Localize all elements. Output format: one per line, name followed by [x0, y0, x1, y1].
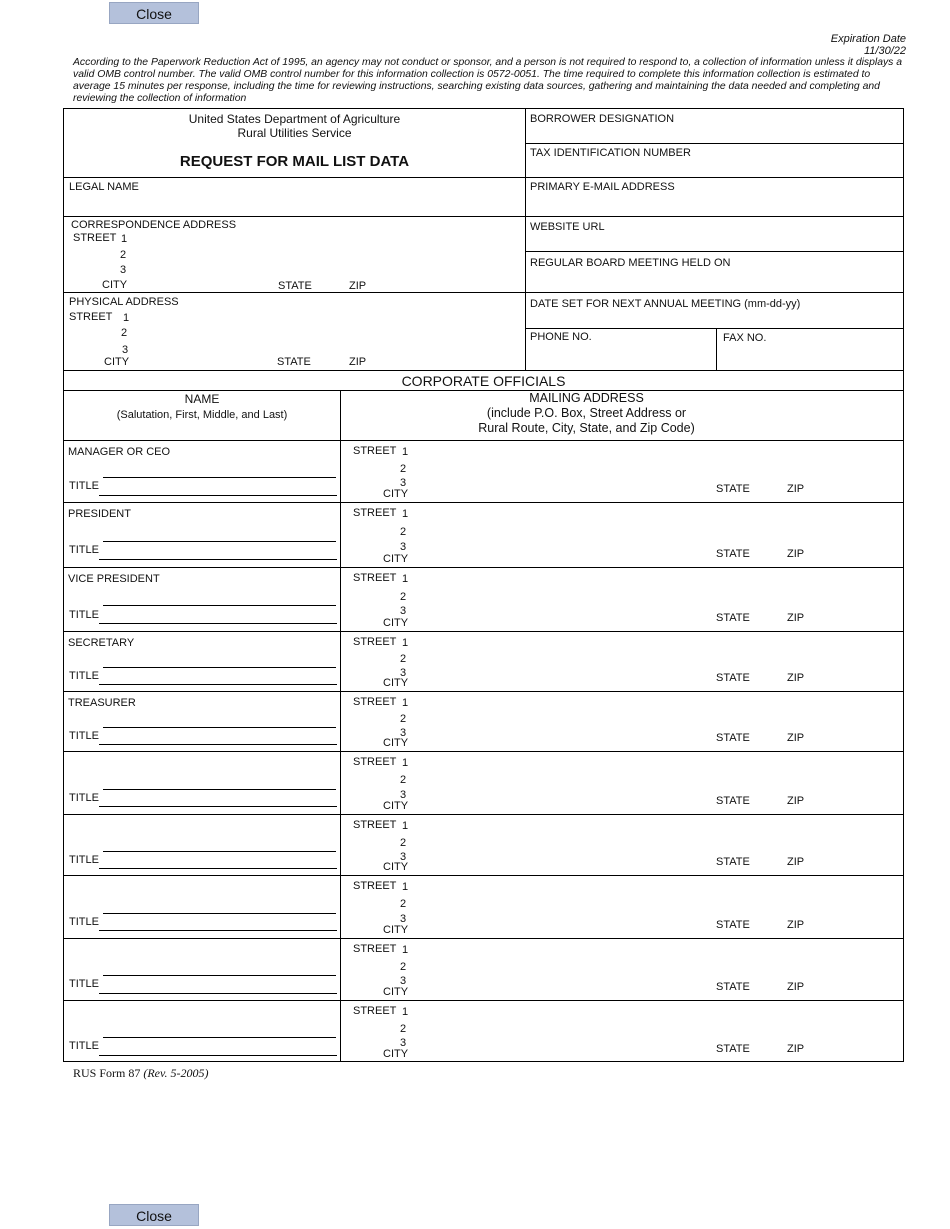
title-label: TITLE: [69, 670, 99, 682]
state-field[interactable]: STATE: [716, 732, 750, 744]
mailing-column-subheader-1: (include P.O. Box, Street Address or: [486, 406, 687, 420]
street-line-3[interactable]: 3: [400, 605, 407, 617]
official-role-label: PRESIDENT: [68, 508, 131, 520]
annual-meeting-field[interactable]: DATE SET FOR NEXT ANNUAL MEETING (mm-dd-yy): [530, 298, 801, 310]
city-field[interactable]: CITY: [383, 737, 409, 749]
title-label: TITLE: [69, 916, 99, 928]
divider: [64, 177, 903, 178]
official-name-line[interactable]: [103, 913, 336, 914]
form-revision: (Rev. 5-2005): [143, 1066, 209, 1080]
divider: [525, 328, 903, 329]
divider: [525, 143, 903, 144]
street-label: STREET: [353, 819, 397, 831]
row-divider: [64, 502, 903, 503]
official-role-label: VICE PRESIDENT: [68, 573, 160, 585]
correspondence-address-label: CORRESPONDENCE ADDRESS: [71, 219, 237, 231]
divider: [525, 251, 903, 252]
street-line-3[interactable]: 3: [400, 1037, 407, 1049]
street-line-1[interactable]: 1: [402, 1006, 409, 1018]
street-line-2[interactable]: 2: [400, 591, 407, 603]
official-title-line[interactable]: [99, 1055, 337, 1056]
city-field[interactable]: CITY: [383, 488, 409, 500]
official-role-label: MANAGER OR CEO: [68, 446, 171, 458]
street-label: STREET: [353, 636, 397, 648]
street-line-3[interactable]: 3: [400, 975, 407, 987]
website-url-field[interactable]: WEBSITE URL: [530, 221, 605, 233]
state-field[interactable]: STATE: [716, 919, 750, 931]
city-field[interactable]: CITY: [383, 1048, 409, 1060]
street-label: STREET: [353, 880, 397, 892]
official-name-line[interactable]: [103, 727, 336, 728]
agency-name: United States Department of Agriculture: [188, 112, 401, 126]
zip-field[interactable]: ZIP: [787, 483, 805, 495]
row-divider: [64, 938, 903, 939]
official-title-line[interactable]: [99, 806, 337, 807]
street-line-1[interactable]: 1: [402, 508, 409, 520]
state-field[interactable]: STATE: [716, 483, 750, 495]
street-label: STREET: [353, 507, 397, 519]
street-line-3[interactable]: 3: [400, 789, 407, 801]
street-line-3[interactable]: 3: [400, 727, 407, 739]
divider: [525, 109, 526, 370]
zip-field[interactable]: ZIP: [787, 919, 805, 931]
official-name-line[interactable]: [103, 477, 336, 478]
street-label: STREET: [353, 445, 397, 457]
divider: [64, 370, 903, 371]
street-line-1[interactable]: 1: [402, 944, 409, 956]
zip-field[interactable]: ZIP: [349, 280, 367, 292]
street-line-3[interactable]: 3: [400, 913, 407, 925]
divider: [64, 216, 903, 217]
divider: [340, 390, 341, 1062]
official-name-line[interactable]: [103, 541, 336, 542]
street-line-2[interactable]: 2: [120, 249, 127, 261]
official-name-line[interactable]: [103, 605, 336, 606]
official-title-line[interactable]: [99, 495, 337, 496]
title-label: TITLE: [69, 544, 99, 556]
zip-field[interactable]: ZIP: [787, 672, 805, 684]
divider: [64, 390, 903, 391]
row-divider: [64, 814, 903, 815]
street-line-2[interactable]: 2: [400, 713, 407, 725]
street-line-3[interactable]: 3: [400, 541, 407, 553]
official-name-line[interactable]: [103, 789, 336, 790]
corporate-officials-heading: CORPORATE OFFICIALS: [401, 373, 566, 389]
row-divider: [64, 875, 903, 876]
form-footer: [73, 1066, 208, 1081]
zip-field[interactable]: ZIP: [787, 1043, 805, 1055]
street-line-2[interactable]: 2: [121, 327, 128, 339]
street-label: STREET: [69, 311, 113, 323]
title-label: TITLE: [69, 609, 99, 621]
row-divider: [64, 567, 903, 568]
official-title-line[interactable]: [99, 930, 337, 931]
city-field[interactable]: CITY: [104, 356, 130, 368]
state-field[interactable]: STATE: [716, 672, 750, 684]
agency-service: Rural Utilities Service: [237, 126, 352, 140]
zip-field[interactable]: ZIP: [787, 548, 805, 560]
state-field[interactable]: STATE: [716, 856, 750, 868]
official-title-line[interactable]: [99, 868, 337, 869]
mailing-column-subheader-2: Rural Route, City, State, and Zip Code): [478, 421, 695, 435]
city-field[interactable]: CITY: [383, 986, 409, 998]
mail-list-form: [63, 108, 904, 1062]
form-title: REQUEST FOR MAIL LIST DATA: [179, 153, 410, 170]
zip-field[interactable]: ZIP: [787, 612, 805, 624]
divider: [64, 292, 903, 293]
zip-field[interactable]: ZIP: [787, 795, 805, 807]
official-title-line[interactable]: [99, 623, 337, 624]
street-label: STREET: [353, 756, 397, 768]
fax-field[interactable]: FAX NO.: [723, 332, 767, 344]
street-line-2[interactable]: 2: [400, 463, 407, 475]
row-divider: [64, 631, 903, 632]
street-line-1[interactable]: 1: [402, 881, 409, 893]
expiration-block: [831, 33, 906, 57]
zip-field[interactable]: ZIP: [787, 732, 805, 744]
divider: [716, 328, 717, 370]
street-label: STREET: [353, 696, 397, 708]
city-field[interactable]: CITY: [102, 279, 128, 291]
street-line-3[interactable]: 3: [400, 477, 407, 489]
city-field[interactable]: CITY: [383, 677, 409, 689]
street-line-2[interactable]: 2: [400, 526, 407, 538]
expiration-label: Expiration Date: [830, 33, 906, 45]
official-title-line[interactable]: [99, 993, 337, 994]
tax-id-field[interactable]: TAX IDENTIFICATION NUMBER: [530, 147, 691, 159]
official-role-label: SECRETARY: [68, 637, 135, 649]
zip-field[interactable]: ZIP: [787, 856, 805, 868]
row-divider: [64, 751, 903, 752]
row-divider: [64, 1000, 903, 1001]
official-name-line[interactable]: [103, 1037, 336, 1038]
primary-email-field[interactable]: PRIMARY E-MAIL ADDRESS: [530, 181, 675, 193]
city-field[interactable]: CITY: [383, 617, 409, 629]
street-line-1[interactable]: 1: [121, 233, 128, 245]
street-label: STREET: [353, 1005, 397, 1017]
street-line-1[interactable]: 1: [402, 697, 409, 709]
official-name-line[interactable]: [103, 667, 336, 668]
official-title-line[interactable]: [99, 684, 337, 685]
title-label: TITLE: [69, 978, 99, 990]
state-field[interactable]: STATE: [277, 356, 311, 368]
zip-field[interactable]: ZIP: [349, 356, 367, 368]
street-label: STREET: [353, 943, 397, 955]
official-name-line[interactable]: [103, 851, 336, 852]
city-field[interactable]: CITY: [383, 800, 409, 812]
paperwork-notice: According to the Paperwork Reduction Act of 1995, an agency may not conduct or sponsor, and a person is not required to respond to, a collection of information unless it displays a valid OMB control number. The valid OMB control number for this information collection is 0572-0051. The time required to complete this information collection is estimated to average 15 minutes per response, including the time for reviewing instructions, searching existing data sources, gathering and maintaining the data needed and completing and reviewing the collection of information: [73, 57, 903, 104]
street-line-2[interactable]: 2: [400, 961, 407, 973]
city-field[interactable]: CITY: [383, 553, 409, 565]
street-line-1[interactable]: 1: [402, 637, 409, 649]
street-line-2[interactable]: 2: [400, 898, 407, 910]
title-label: TITLE: [69, 792, 99, 804]
street-line-3[interactable]: 3: [122, 344, 129, 356]
street-line-2[interactable]: 2: [400, 653, 407, 665]
street-label: STREET: [73, 232, 117, 244]
close-button-top[interactable]: Close: [109, 2, 199, 24]
phone-field[interactable]: PHONE NO.: [530, 331, 592, 343]
state-field[interactable]: STATE: [716, 981, 750, 993]
street-line-2[interactable]: 2: [400, 1023, 407, 1035]
close-button-bottom[interactable]: Close: [109, 1204, 199, 1226]
title-label: TITLE: [69, 854, 99, 866]
street-line-1[interactable]: 1: [402, 820, 409, 832]
expiration-date: 11/30/22: [863, 45, 906, 57]
street-line-1[interactable]: 1: [402, 573, 409, 585]
form-id: RUS Form 87: [73, 1066, 141, 1080]
street-line-1[interactable]: 1: [402, 446, 409, 458]
street-line-3[interactable]: 3: [400, 851, 407, 863]
board-meeting-field[interactable]: REGULAR BOARD MEETING HELD ON: [530, 257, 731, 269]
state-field[interactable]: STATE: [716, 612, 750, 624]
street-line-2[interactable]: 2: [400, 837, 407, 849]
title-label: TITLE: [69, 1040, 99, 1052]
street-label: STREET: [353, 572, 397, 584]
state-field[interactable]: STATE: [278, 280, 312, 292]
official-role-label: TREASURER: [68, 697, 136, 709]
name-column-header: NAME: [184, 392, 220, 406]
zip-field[interactable]: ZIP: [787, 981, 805, 993]
official-title-line[interactable]: [99, 744, 337, 745]
physical-address-label: PHYSICAL ADDRESS: [69, 296, 179, 308]
mailing-column-header: MAILING ADDRESS: [529, 391, 644, 405]
official-name-line[interactable]: [103, 975, 336, 976]
name-column-subheader: (Salutation, First, Middle, and Last): [116, 409, 288, 421]
street-line-1[interactable]: 1: [402, 757, 409, 769]
street-line-1[interactable]: 1: [123, 312, 130, 324]
legal-name-field[interactable]: LEGAL NAME: [69, 181, 139, 193]
divider: [64, 440, 903, 441]
title-label: TITLE: [69, 730, 99, 742]
city-field[interactable]: CITY: [383, 924, 409, 936]
state-field[interactable]: STATE: [716, 1043, 750, 1055]
title-label: TITLE: [69, 480, 99, 492]
city-field[interactable]: CITY: [383, 861, 409, 873]
street-line-3[interactable]: 3: [120, 264, 127, 276]
state-field[interactable]: STATE: [716, 548, 750, 560]
state-field[interactable]: STATE: [716, 795, 750, 807]
street-line-3[interactable]: 3: [400, 667, 407, 679]
row-divider: [64, 691, 903, 692]
borrower-designation-field[interactable]: BORROWER DESIGNATION: [530, 113, 675, 125]
official-title-line[interactable]: [99, 559, 337, 560]
street-line-2[interactable]: 2: [400, 774, 407, 786]
